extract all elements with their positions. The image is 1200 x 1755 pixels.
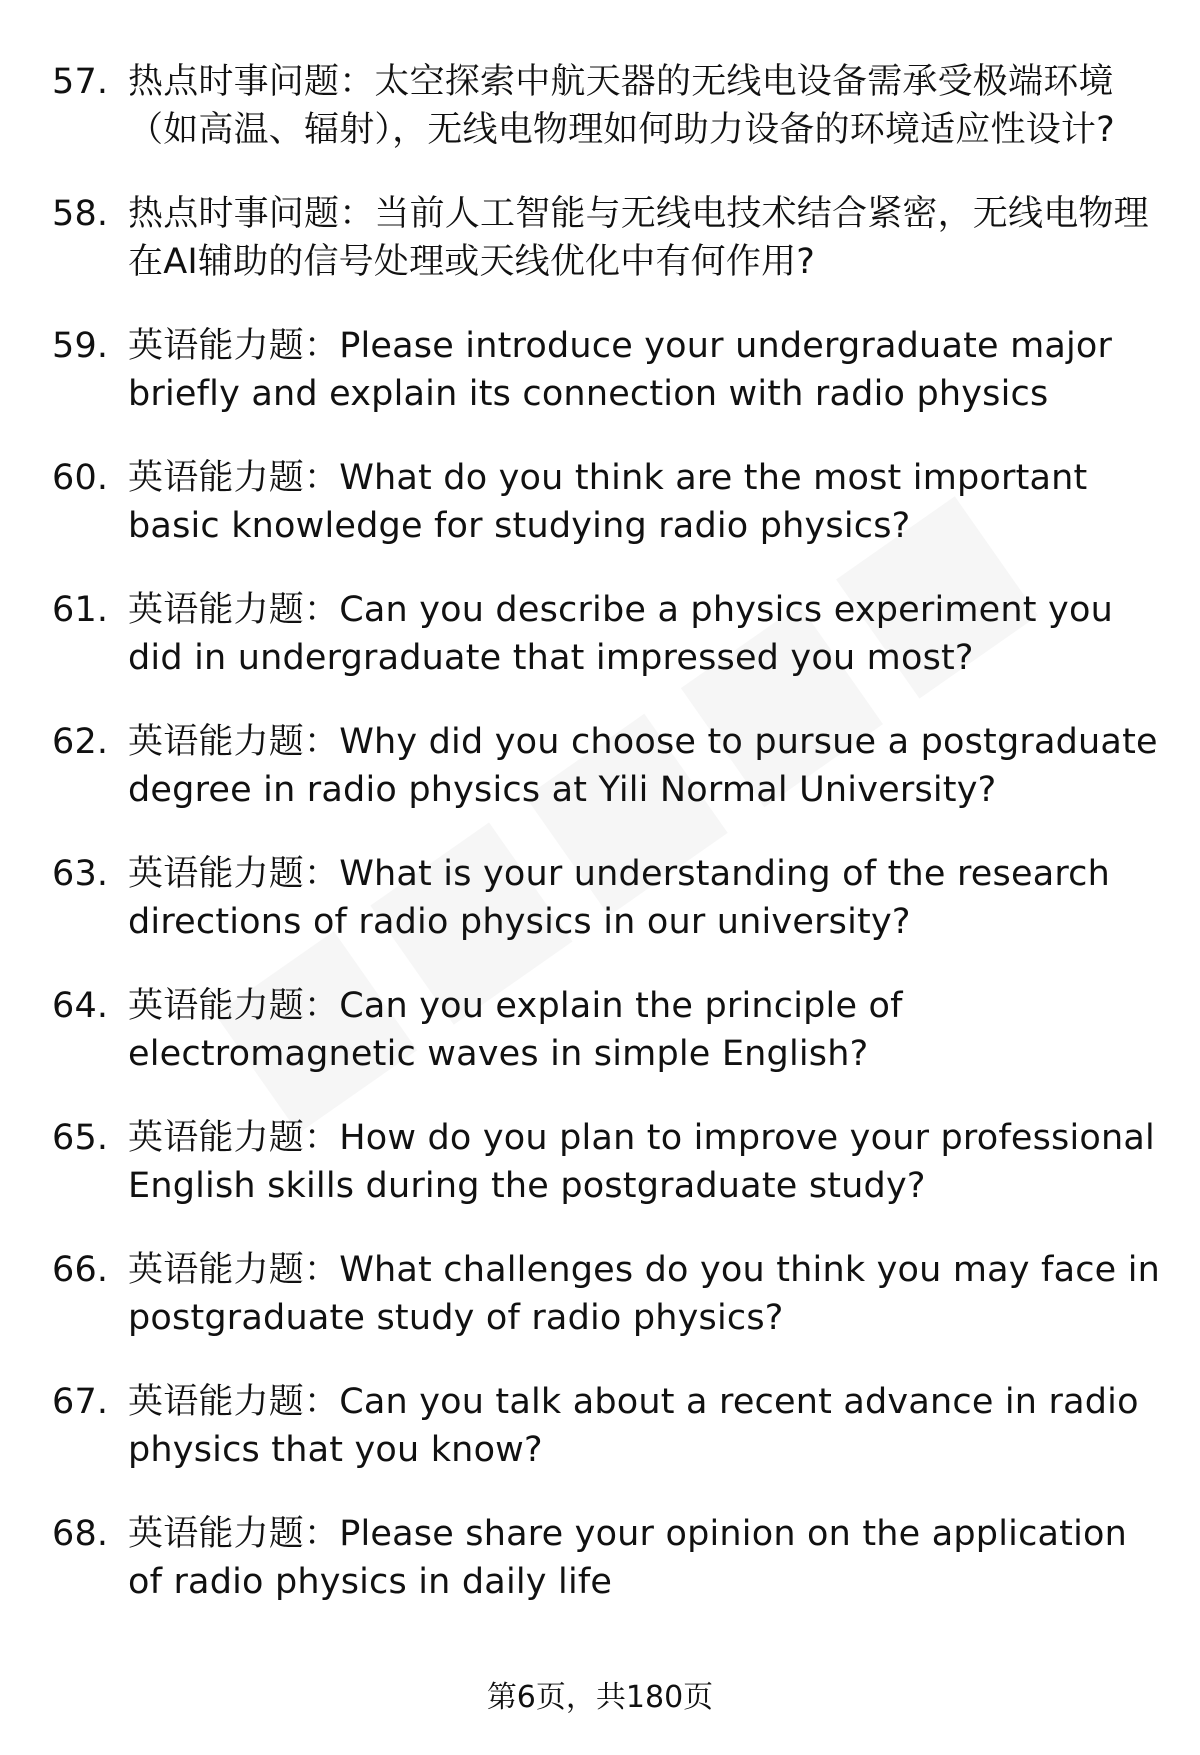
- question-text: 英语能力题：Please introduce your undergraduate major briefly and explain its connection with radio physics: [128, 326, 1113, 414]
- question-number: 61.: [52, 590, 109, 630]
- question-text: 英语能力题：What do you think are the most important basic knowledge for studying radio physics?: [128, 458, 1088, 546]
- question-text: 英语能力题：Can you explain the principle of electromagnetic waves in simple English?: [128, 986, 903, 1074]
- question-number: 63.: [52, 854, 109, 894]
- question-number: 58.: [52, 194, 109, 234]
- question-number: 65.: [52, 1118, 109, 1158]
- question-item: [52, 58, 1162, 154]
- question-item: [52, 1114, 1162, 1210]
- question-number: 57.: [52, 62, 109, 102]
- question-item: [52, 586, 1162, 682]
- question-item: [52, 718, 1162, 814]
- question-item: [52, 322, 1162, 418]
- question-item: [52, 1378, 1162, 1474]
- question-text: 英语能力题：Can you describe a physics experiment you did in undergraduate that impressed you most?: [128, 590, 1113, 678]
- question-item: [52, 982, 1162, 1078]
- question-number: 64.: [52, 986, 109, 1026]
- question-text: 热点时事问题：太空探索中航天器的无线电设备需承受极端环境（如高温、辐射），无线电物理如何助力设备的环境适应性设计?: [128, 62, 1115, 150]
- question-text: 英语能力题：What challenges do you think you may face in postgraduate study of radio physics?: [128, 1250, 1161, 1338]
- question-text: 英语能力题：Why did you choose to pursue a postgraduate degree in radio physics at Yili Normal University?: [128, 722, 1158, 810]
- question-number: 62.: [52, 722, 109, 762]
- question-number: 59.: [52, 326, 109, 366]
- question-item: [52, 850, 1162, 946]
- question-text: 英语能力题：What is your understanding of the research directions of radio physics in our university?: [128, 854, 1110, 942]
- question-text: 英语能力题：How do you plan to improve your professional English skills during the postgraduate study?: [128, 1118, 1155, 1206]
- question-item: [52, 1510, 1162, 1606]
- question-item: [52, 1246, 1162, 1342]
- page-footer: 第6页，共180页: [486, 1680, 714, 1715]
- question-text: 英语能力题：Can you talk about a recent advance in radio physics that you know?: [128, 1382, 1139, 1470]
- question-list: [52, 58, 1162, 1642]
- question-number: 68.: [52, 1514, 109, 1554]
- question-text: 英语能力题：Please share your opinion on the application of radio physics in daily life: [128, 1514, 1128, 1602]
- question-number: 66.: [52, 1250, 109, 1290]
- question-item: [52, 454, 1162, 550]
- question-number: 60.: [52, 458, 109, 498]
- question-number: 67.: [52, 1382, 109, 1422]
- question-item: [52, 190, 1162, 286]
- question-text: 热点时事问题：当前人工智能与无线电技术结合紧密，无线电物理在AI辅助的信号处理或天线优化中有何作用?: [128, 194, 1149, 282]
